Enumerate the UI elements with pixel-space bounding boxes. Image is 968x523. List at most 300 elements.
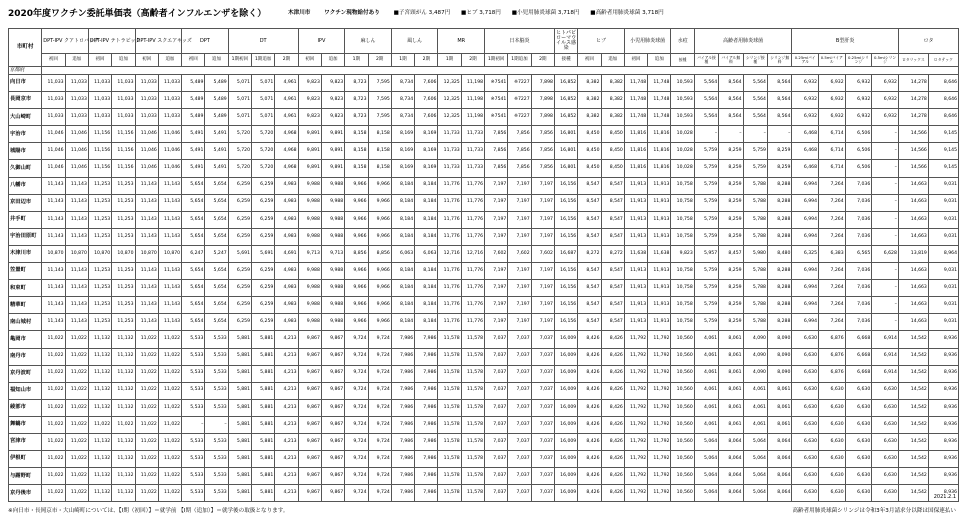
price-cell: 8,288 (767, 211, 791, 228)
footnote-right: 高齢者用肺炎球菌シリンジは令和3年3月請求分以降は国保連払い (792, 508, 956, 514)
price-cell: 7,037 (531, 331, 554, 348)
price-cell: 5,980 (743, 245, 767, 262)
group-header: ヒトパピローマウイルス感染 (554, 29, 577, 54)
price-cell: 6,714 (819, 160, 846, 177)
price-cell: 11,046 (135, 126, 158, 143)
price-cell: 11,132 (88, 399, 111, 416)
price-cell: 16,009 (554, 348, 577, 365)
price-cell: 8,184 (391, 194, 414, 211)
price-cell: 8,169 (391, 160, 414, 177)
price-cell: 5,788 (743, 263, 767, 280)
price-cell: 10,593 (671, 92, 694, 109)
price-cell: 11,776 (461, 314, 484, 331)
price-cell: 5,654 (205, 297, 228, 314)
price-cell: – (872, 143, 899, 160)
price-cell: 11,253 (88, 211, 111, 228)
price-cell: 11,776 (438, 177, 461, 194)
group-header: 小児用肺炎球菌 (624, 29, 671, 54)
price-cell: 9,031 (928, 263, 958, 280)
price-cell: 5,489 (182, 109, 205, 126)
price-cell: 8,061 (719, 331, 743, 348)
price-cell: 11,143 (135, 177, 158, 194)
price-cell: 10,593 (671, 75, 694, 92)
price-cell: 10,758 (671, 177, 694, 194)
price-cell: 8,288 (767, 280, 791, 297)
price-cell: 10,560 (671, 382, 694, 399)
price-cell: 11,143 (65, 297, 88, 314)
price-cell: 11,253 (112, 314, 135, 331)
price-cell: 5,071 (228, 92, 251, 109)
price-cell: 7,197 (531, 228, 554, 245)
price-cell: 5,759 (694, 194, 718, 211)
price-cell: 7,037 (508, 348, 531, 365)
price-cell: 5,491 (205, 143, 228, 160)
price-cell: 6,630 (845, 399, 872, 416)
price-cell: 4,090 (743, 331, 767, 348)
price-cell: 8,061 (767, 399, 791, 416)
price-cell: 6,630 (872, 451, 899, 468)
price-cell: 4,213 (275, 451, 298, 468)
price-cell: 11,253 (112, 177, 135, 194)
price-cell: 4,961 (275, 92, 298, 109)
price-cell: 16,156 (554, 194, 577, 211)
price-cell: 4,090 (743, 365, 767, 382)
price-cell: 11,198 (461, 109, 484, 126)
price-cell: 5,533 (205, 451, 228, 468)
group-header: DT (228, 29, 298, 54)
price-cell: 8,426 (601, 331, 624, 348)
price-cell: 5,491 (182, 160, 205, 177)
price-cell: 11,022 (135, 365, 158, 382)
price-cell: 6,468 (792, 126, 819, 143)
price-cell: 11,253 (112, 280, 135, 297)
price-cell: 11,578 (438, 485, 461, 502)
price-cell: 11,143 (135, 280, 158, 297)
price-cell: 6,259 (252, 280, 275, 297)
price-cell: 7,856 (485, 126, 508, 143)
price-cell: 8,061 (719, 399, 743, 416)
price-cell: 10,870 (42, 245, 65, 262)
price-cell: 11,913 (648, 228, 671, 245)
price-cell: 9,724 (345, 485, 368, 502)
sub-header: 0.25mlバイアル (792, 54, 819, 67)
price-cell: 8,856 (368, 245, 391, 262)
price-cell: 5,064 (743, 433, 767, 450)
price-cell: 9,867 (298, 365, 321, 382)
price-cell: 4,061 (743, 382, 767, 399)
sub-header: 2期 (275, 54, 298, 67)
price-cell: 9,867 (321, 468, 344, 485)
price-cell: 4,213 (275, 382, 298, 399)
price-cell: 11,748 (624, 92, 647, 109)
price-cell: 7,037 (508, 399, 531, 416)
price-cell: 5,788 (743, 297, 767, 314)
price-cell: 8,259 (719, 228, 743, 245)
price-cell: 5,788 (743, 177, 767, 194)
price-cell: 4,983 (275, 263, 298, 280)
price-cell: 11,022 (158, 485, 181, 502)
price-cell: 4,968 (275, 143, 298, 160)
price-cell: 7,898 (531, 92, 554, 109)
price-cell: 11,913 (624, 177, 647, 194)
municipality-cell: 和束町 (9, 280, 42, 297)
price-cell: 9,891 (298, 126, 321, 143)
price-cell: 8,426 (601, 468, 624, 485)
price-cell: 5,489 (182, 75, 205, 92)
price-cell: 9,867 (321, 348, 344, 365)
price-cell: 8,564 (719, 92, 743, 109)
sub-header: 0.5mlバイアル (819, 54, 846, 67)
price-cell: 8,061 (767, 416, 791, 433)
price-cell: 8,184 (391, 211, 414, 228)
price-cell: 4,061 (694, 399, 718, 416)
price-cell: 7,197 (508, 297, 531, 314)
price-cell: 7,037 (508, 382, 531, 399)
price-cell: 9,724 (345, 382, 368, 399)
price-cell: – (872, 263, 899, 280)
price-cell: 11,253 (88, 177, 111, 194)
price-cell: 11,792 (624, 399, 647, 416)
price-cell: 10,560 (671, 468, 694, 485)
price-cell: 11,733 (461, 126, 484, 143)
price-cell: 16,009 (554, 331, 577, 348)
price-cell: 8,184 (391, 263, 414, 280)
price-cell: 10,560 (671, 365, 694, 382)
page-title: 2020年度ワクチン委託単価表（高齢者インフルエンザを除く） (8, 9, 267, 19)
price-cell: 11,033 (65, 109, 88, 126)
price-cell: 9,867 (298, 468, 321, 485)
price-cell: 7,036 (845, 280, 872, 297)
price-cell: 8,064 (767, 451, 791, 468)
price-cell: 8,426 (578, 331, 601, 348)
price-cell: 14,663 (898, 228, 928, 245)
price-cell: 8,734 (391, 92, 414, 109)
price-cell: 9,031 (928, 211, 958, 228)
price-cell: 11,143 (65, 263, 88, 280)
group-header: MR (438, 29, 485, 54)
table-row (9, 194, 959, 211)
price-cell: 16,687 (554, 245, 577, 262)
price-cell: 5,564 (694, 109, 718, 126)
price-cell: 16,009 (554, 451, 577, 468)
price-cell: 11,022 (158, 382, 181, 399)
sub-header: 初回 (298, 54, 321, 67)
price-cell: 5,881 (252, 433, 275, 450)
price-cell: 11,913 (648, 211, 671, 228)
price-cell: 6,714 (819, 143, 846, 160)
price-cell: 9,988 (298, 280, 321, 297)
price-cell: 7,986 (415, 365, 438, 382)
price-cell: 11,143 (42, 263, 65, 280)
price-cell: 8,064 (767, 433, 791, 450)
price-cell: 11,578 (438, 451, 461, 468)
price-cell: 5,489 (205, 109, 228, 126)
price-cell: 7,898 (531, 75, 554, 92)
price-cell: 11,046 (42, 126, 65, 143)
price-cell: 7,856 (508, 160, 531, 177)
price-cell: 4,213 (275, 399, 298, 416)
price-cell: 11,253 (88, 228, 111, 245)
price-cell: 8,382 (578, 75, 601, 92)
price-cell: 8,547 (578, 211, 601, 228)
price-cell: 9,966 (368, 297, 391, 314)
price-cell: 6,876 (819, 365, 846, 382)
price-cell: 4,061 (743, 416, 767, 433)
price-cell: 7,986 (391, 382, 414, 399)
price-cell: 9,823 (298, 75, 321, 92)
price-cell: 9,724 (368, 331, 391, 348)
price-cell: 9,031 (928, 194, 958, 211)
price-cell: 8,184 (391, 297, 414, 314)
price-cell: 11,156 (88, 143, 111, 160)
price-cell: 11,156 (88, 160, 111, 177)
price-cell: 11,132 (112, 399, 135, 416)
group-header: DPT-IPV スクエアキッズ (135, 29, 182, 54)
price-cell: 4,983 (275, 211, 298, 228)
price-cell: 5,533 (205, 399, 228, 416)
price-cell: 5,533 (182, 433, 205, 450)
price-cell: 8,090 (767, 365, 791, 382)
price-cell: 6,506 (845, 126, 872, 143)
price-cell: 14,542 (898, 348, 928, 365)
price-cell: 9,867 (321, 331, 344, 348)
price-cell: 7,986 (391, 451, 414, 468)
price-cell: 5,788 (743, 228, 767, 245)
municipality-cell: 宇治市 (9, 126, 42, 143)
price-cell: 5,759 (743, 160, 767, 177)
municipality-cell: 宇治田原町 (9, 228, 42, 245)
price-cell: 11,733 (438, 143, 461, 160)
price-cell: 16,156 (554, 228, 577, 245)
price-cell: 8,158 (345, 143, 368, 160)
price-cell: 7,037 (485, 382, 508, 399)
municipality-cell: 八幡市 (9, 177, 42, 194)
price-cell: 11,792 (624, 485, 647, 502)
price-cell: 8,184 (415, 280, 438, 297)
price-cell: 11,132 (112, 485, 135, 502)
price-cell: 7,606 (415, 75, 438, 92)
price-cell: 9,988 (298, 314, 321, 331)
price-cell: 5,881 (228, 451, 251, 468)
price-cell: 4,213 (275, 416, 298, 433)
price-cell: 5,247 (205, 245, 228, 262)
price-cell: 7,197 (508, 314, 531, 331)
price-cell: 10,758 (671, 211, 694, 228)
price-cell: 6,630 (792, 451, 819, 468)
price-cell: 14,278 (898, 92, 928, 109)
legend-item: ■ヒブ 3,718円 (461, 10, 501, 16)
price-cell: 9,031 (928, 297, 958, 314)
price-cell: 7,037 (508, 365, 531, 382)
price-cell: 11,253 (88, 297, 111, 314)
price-cell: – (872, 228, 899, 245)
price-cell: 5,788 (743, 314, 767, 331)
price-cell: 11,578 (438, 348, 461, 365)
price-cell: 6,259 (228, 211, 251, 228)
price-cell: 7,037 (485, 399, 508, 416)
price-cell: 8,547 (578, 314, 601, 331)
price-cell: 6,932 (845, 109, 872, 126)
price-cell: 7,264 (819, 211, 846, 228)
price-cell: 11,132 (88, 331, 111, 348)
price-cell: 11,033 (112, 109, 135, 126)
table-row (9, 365, 959, 382)
price-cell: 9,966 (368, 194, 391, 211)
price-cell: 8,158 (368, 126, 391, 143)
price-cell: 10,758 (671, 297, 694, 314)
price-cell: 11,578 (438, 382, 461, 399)
price-cell: ※7227 (508, 109, 531, 126)
price-cell: 11,022 (158, 365, 181, 382)
price-cell: 11,143 (42, 280, 65, 297)
sub-header: ロタリックス (898, 54, 928, 67)
sub-header: 追加 (321, 54, 344, 67)
price-cell: 7,197 (531, 297, 554, 314)
price-cell: 11,776 (438, 263, 461, 280)
price-cell: 6,714 (819, 126, 846, 143)
price-cell: 6,994 (792, 314, 819, 331)
price-cell: 11,156 (88, 126, 111, 143)
price-cell: 4,968 (275, 160, 298, 177)
price-cell: 11,578 (438, 468, 461, 485)
price-cell: 11,638 (624, 245, 647, 262)
price-cell: 7,036 (845, 297, 872, 314)
price-cell: 7,037 (485, 468, 508, 485)
sub-header: 接種 (671, 54, 694, 67)
price-cell: 11,022 (65, 485, 88, 502)
price-cell: 8,169 (415, 126, 438, 143)
price-cell: – (694, 126, 718, 143)
group-header: DPT-IPV クアトロバック (42, 29, 89, 54)
price-cell: 11,143 (135, 263, 158, 280)
price-cell: 11,022 (65, 348, 88, 365)
price-cell: 6,630 (872, 416, 899, 433)
price-cell: 16,156 (554, 280, 577, 297)
price-cell: 11,132 (112, 365, 135, 382)
sub-header: 1期追加 (508, 54, 531, 67)
price-cell: 9,724 (368, 468, 391, 485)
price-cell: 9,966 (345, 228, 368, 245)
table-row (9, 468, 959, 485)
price-cell: 8,426 (601, 485, 624, 502)
price-cell: 7,037 (531, 451, 554, 468)
price-cell: 11,143 (158, 194, 181, 211)
group-header: 水痘 (671, 29, 694, 54)
price-cell: 7,037 (531, 399, 554, 416)
group-header: ロタ (898, 29, 958, 54)
price-cell: 8,259 (719, 177, 743, 194)
price-cell: 11,022 (42, 331, 65, 348)
price-cell: 5,759 (694, 263, 718, 280)
municipality-cell: 久御山町 (9, 160, 42, 177)
price-cell: 14,542 (898, 382, 928, 399)
price-cell: 8,184 (415, 263, 438, 280)
price-cell: 11,033 (135, 75, 158, 92)
price-cell: 8,184 (415, 314, 438, 331)
sub-header: 追加 (648, 54, 671, 67)
price-cell: 9,724 (345, 348, 368, 365)
price-cell: 11,143 (135, 297, 158, 314)
price-cell: 9,867 (321, 416, 344, 433)
price-cell: 7,037 (485, 331, 508, 348)
price-cell: 11,578 (461, 365, 484, 382)
price-cell: 5,881 (228, 399, 251, 416)
sub-header: 1期初回 (228, 54, 251, 67)
municipality-cell: 京丹波町 (9, 365, 42, 382)
price-cell: 5,564 (694, 75, 718, 92)
price-cell: 16,009 (554, 382, 577, 399)
price-cell: 8,480 (767, 245, 791, 262)
price-cell: 5,491 (182, 126, 205, 143)
price-cell: 9,966 (368, 314, 391, 331)
group-header: B型肝炎 (792, 29, 899, 54)
price-cell: 16,156 (554, 314, 577, 331)
price-cell: 4,061 (694, 365, 718, 382)
price-cell: 5,071 (228, 75, 251, 92)
price-cell: 11,748 (648, 109, 671, 126)
price-cell: 7,986 (415, 485, 438, 502)
price-cell: 7,986 (391, 331, 414, 348)
group-header: 日本脳炎 (485, 29, 555, 54)
group-header: DPT-IPV テトラビック (88, 29, 135, 54)
price-cell: 11,143 (135, 211, 158, 228)
price-cell: 11,578 (461, 348, 484, 365)
price-cell: 6,630 (872, 468, 899, 485)
price-cell: 5,881 (252, 382, 275, 399)
price-cell: 6,932 (872, 92, 899, 109)
price-cell: 8,856 (345, 245, 368, 262)
price-cell: ※7541 (485, 92, 508, 109)
price-cell: 11,816 (648, 160, 671, 177)
table-row (9, 280, 959, 297)
price-cell: 7,986 (391, 365, 414, 382)
price-cell: 11,776 (461, 194, 484, 211)
price-cell: 11,022 (65, 365, 88, 382)
price-cell: 9,966 (345, 194, 368, 211)
price-cell: 11,253 (112, 228, 135, 245)
municipality-cell: 南山城村 (9, 314, 42, 331)
price-cell: 6,506 (845, 160, 872, 177)
table-row (9, 160, 959, 177)
price-cell: 11,776 (438, 297, 461, 314)
price-cell: 14,542 (898, 433, 928, 450)
price-cell: 6,325 (792, 245, 819, 262)
table-row (9, 485, 959, 502)
price-cell: 5,654 (182, 228, 205, 245)
price-cell: 8,547 (578, 280, 601, 297)
price-cell: 11,132 (112, 433, 135, 450)
price-cell: 9,891 (298, 160, 321, 177)
price-cell: 7,037 (531, 365, 554, 382)
price-cell: 16,009 (554, 399, 577, 416)
price-cell: 8,734 (391, 75, 414, 92)
price-cell: 5,564 (743, 92, 767, 109)
price-cell: 9,867 (321, 433, 344, 450)
price-cell: 4,213 (275, 433, 298, 450)
price-cell: 16,009 (554, 468, 577, 485)
legend-item: ■子宮頸がん 3,487円 (393, 10, 451, 16)
table-row (9, 92, 959, 109)
municipality-cell: 亀岡市 (9, 331, 42, 348)
price-cell: 11,143 (42, 228, 65, 245)
price-cell: 6,630 (792, 399, 819, 416)
price-cell: 5,654 (205, 228, 228, 245)
price-cell: 9,988 (321, 228, 344, 245)
sub-header: 2期 (461, 54, 484, 67)
price-cell: 8,288 (767, 194, 791, 211)
price-cell: 11,046 (65, 126, 88, 143)
price-cell: 9,867 (321, 365, 344, 382)
